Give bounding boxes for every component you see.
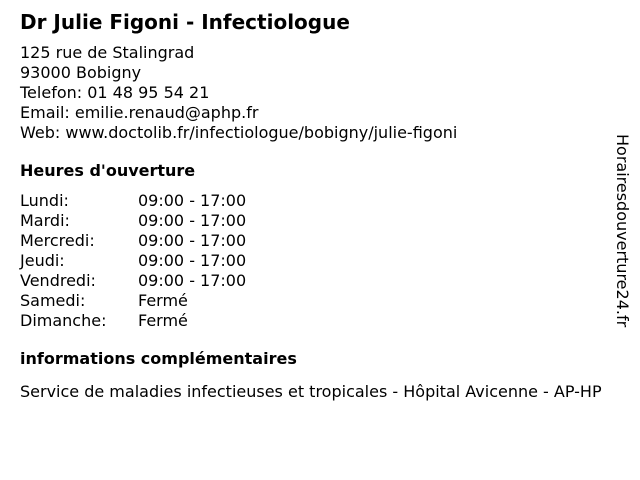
hours-row-mardi [20, 211, 610, 231]
hours-row-jeudi [20, 251, 610, 271]
hours-day: Jeudi: [20, 251, 65, 270]
contact-block [20, 43, 610, 143]
web-line: Web: www.doctolib.fr/infectiologue/bobigny/julie-figoni [20, 123, 458, 142]
hours-time: 09:00 - 17:00 [138, 211, 247, 230]
hours-day: Mardi: [20, 211, 70, 230]
hours-time: 09:00 - 17:00 [138, 251, 247, 270]
page-title: Dr Julie Figoni - Infectiologue [20, 10, 350, 34]
hours-time: Fermé [138, 311, 188, 330]
phone-line: Telefon: 01 48 95 54 21 [20, 83, 210, 102]
hours-day: Dimanche: [20, 311, 107, 330]
hours-time: 09:00 - 17:00 [138, 271, 247, 290]
hours-day: Lundi: [20, 191, 69, 210]
hours-time: 09:00 - 17:00 [138, 191, 247, 210]
hours-day: Vendredi: [20, 271, 96, 290]
hours-day: Samedi: [20, 291, 86, 310]
address-street: 125 rue de Stalingrad [20, 43, 195, 62]
hours-heading: Heures d'ouverture [20, 161, 196, 180]
hours-day: Mercredi: [20, 231, 95, 250]
hours-row-dimanche [20, 311, 610, 331]
hours-row-lundi [20, 191, 610, 211]
hours-table [20, 191, 610, 331]
hours-time: Fermé [138, 291, 188, 310]
hours-row-vendredi [20, 271, 610, 291]
address-city: 93000 Bobigny [20, 63, 142, 82]
hours-time: 09:00 - 17:00 [138, 231, 247, 250]
email-line: Email: emilie.renaud@aphp.fr [20, 103, 259, 122]
hours-row-mercredi [20, 231, 610, 251]
doctor-card [20, 10, 610, 402]
site-watermark: Horairesdouverture24.fr [613, 134, 632, 328]
info-text: Service de maladies infectieuses et tropicales - Hôpital Avicenne - AP-HP [20, 382, 602, 401]
info-heading: informations complémentaires [20, 349, 297, 368]
hours-row-samedi [20, 291, 610, 311]
